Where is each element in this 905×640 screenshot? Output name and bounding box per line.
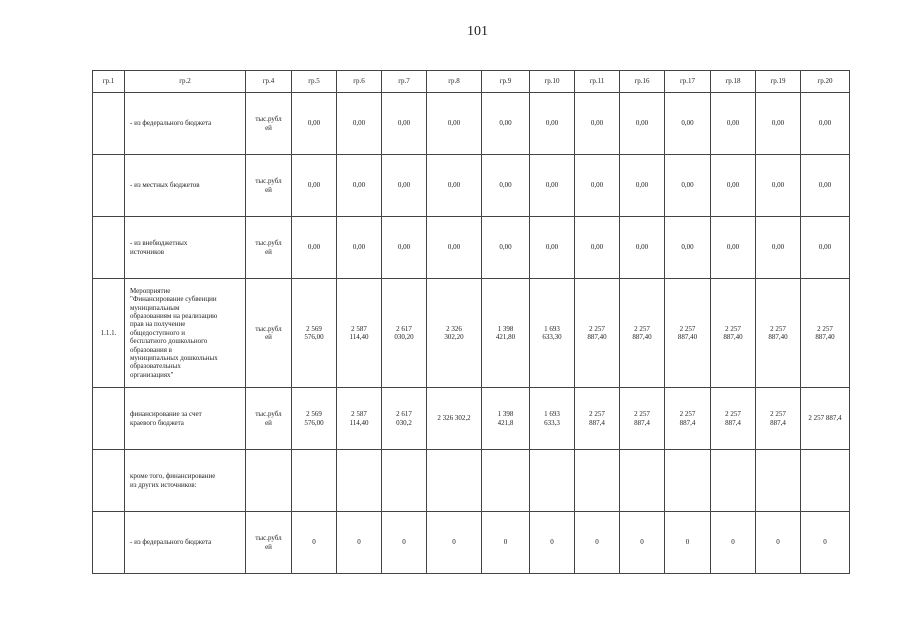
table-row: [93, 155, 850, 217]
value-cell: [482, 450, 530, 512]
value-cell: [756, 450, 801, 512]
column-header: гр.8: [427, 71, 482, 93]
value-cell: [337, 450, 382, 512]
value-cell: 2 326 302,20: [427, 279, 482, 388]
value-cell: 1 398 421,8: [482, 388, 530, 450]
column-header: гр.5: [292, 71, 337, 93]
value-cell: 2 569 576,00: [292, 388, 337, 450]
table-row: [93, 450, 850, 512]
value-cell: 2 257 887,40: [665, 279, 711, 388]
value-cell: [620, 450, 665, 512]
row-code: [93, 217, 125, 279]
table-row: [93, 217, 850, 279]
value-cell: 0,00: [801, 217, 850, 279]
value-cell: 0: [427, 512, 482, 574]
row-code: [93, 155, 125, 217]
row-unit: тыс.рубл ей: [246, 388, 292, 450]
column-header: гр.10: [530, 71, 575, 93]
value-cell: [427, 450, 482, 512]
value-cell: 2 587 114,40: [337, 279, 382, 388]
value-cell: 0,00: [530, 217, 575, 279]
column-header: гр.18: [711, 71, 756, 93]
value-cell: 2 257 887,4: [575, 388, 620, 450]
value-cell: 2 587 114,40: [337, 388, 382, 450]
value-cell: 2 257 887,40: [756, 279, 801, 388]
row-code: [93, 450, 125, 512]
column-header: гр.6: [337, 71, 382, 93]
value-cell: [382, 450, 427, 512]
value-cell: 2 257 887,4: [620, 388, 665, 450]
column-header: гр.1: [93, 71, 125, 93]
row-code: 1.1.1.: [93, 279, 125, 388]
value-cell: 1 693 633,30: [530, 279, 575, 388]
row-code: [93, 512, 125, 574]
value-cell: 2 617 030,20: [382, 279, 427, 388]
value-cell: [711, 450, 756, 512]
value-cell: 0: [620, 512, 665, 574]
row-name: финансирование за счет краевого бюджета: [125, 388, 246, 450]
value-cell: 0,00: [382, 155, 427, 217]
value-cell: 0,00: [382, 217, 427, 279]
value-cell: 0: [575, 512, 620, 574]
value-cell: 0: [756, 512, 801, 574]
value-cell: [665, 450, 711, 512]
value-cell: 2 257 887,40: [620, 279, 665, 388]
row-unit: тыс.рубл ей: [246, 217, 292, 279]
value-cell: 0: [711, 512, 756, 574]
value-cell: 0,00: [337, 217, 382, 279]
value-cell: 0: [801, 512, 850, 574]
row-code: [93, 388, 125, 450]
row-name: - из федерального бюджета: [125, 512, 246, 574]
value-cell: 0,00: [482, 155, 530, 217]
row-name: Мероприятие "Финансирование субвенции муниципальным образованиям на реализацию прав на получение общедоступного и бесплатного дошкольного образования в муниципальных дошкольных образовательных организациях": [125, 279, 246, 388]
value-cell: 1 693 633,3: [530, 388, 575, 450]
column-header: гр.20: [801, 71, 850, 93]
value-cell: 0,00: [801, 93, 850, 155]
value-cell: 0,00: [292, 93, 337, 155]
value-cell: 0,00: [756, 155, 801, 217]
column-header: гр.4: [246, 71, 292, 93]
value-cell: 0,00: [665, 93, 711, 155]
row-unit: [246, 450, 292, 512]
value-cell: [575, 450, 620, 512]
row-unit: тыс.рубл ей: [246, 512, 292, 574]
page-number: 101: [467, 24, 488, 39]
value-cell: 0,00: [292, 217, 337, 279]
value-cell: [292, 450, 337, 512]
table-row: [93, 388, 850, 450]
row-unit: тыс.рубл ей: [246, 279, 292, 388]
column-header: гр.9: [482, 71, 530, 93]
value-cell: 2 257 887,40: [711, 279, 756, 388]
value-cell: 0,00: [665, 217, 711, 279]
table-row: [93, 279, 850, 388]
row-name: - из внебюджетных источников: [125, 217, 246, 279]
value-cell: 0,00: [756, 93, 801, 155]
value-cell: 0: [530, 512, 575, 574]
value-cell: 0,00: [620, 93, 665, 155]
value-cell: 0: [482, 512, 530, 574]
value-cell: 0,00: [530, 155, 575, 217]
value-cell: 1 398 421,80: [482, 279, 530, 388]
value-cell: 0,00: [427, 93, 482, 155]
value-cell: 0,00: [337, 93, 382, 155]
value-cell: 0,00: [482, 217, 530, 279]
value-cell: 2 257 887,4: [711, 388, 756, 450]
table-row: [93, 512, 850, 574]
value-cell: 0,00: [665, 155, 711, 217]
value-cell: 2 617 030,2: [382, 388, 427, 450]
value-cell: 0: [382, 512, 427, 574]
value-cell: 0: [665, 512, 711, 574]
value-cell: 0,00: [620, 155, 665, 217]
value-cell: 0,00: [801, 155, 850, 217]
value-cell: 2 569 576,00: [292, 279, 337, 388]
value-cell: 0,00: [337, 155, 382, 217]
row-unit: тыс.рубл ей: [246, 155, 292, 217]
column-header: гр.17: [665, 71, 711, 93]
value-cell: 0,00: [756, 217, 801, 279]
value-cell: 2 326 302,2: [427, 388, 482, 450]
value-cell: 0,00: [711, 93, 756, 155]
value-cell: 2 257 887,40: [801, 279, 850, 388]
row-name: кроме того, финансирование из других источников:: [125, 450, 246, 512]
budget-table: [92, 70, 850, 574]
value-cell: [801, 450, 850, 512]
value-cell: 2 257 887,40: [575, 279, 620, 388]
value-cell: 0: [337, 512, 382, 574]
column-header: гр.11: [575, 71, 620, 93]
value-cell: 0,00: [711, 217, 756, 279]
column-header: гр.7: [382, 71, 427, 93]
value-cell: [530, 450, 575, 512]
value-cell: 0,00: [575, 155, 620, 217]
table-header-row: [93, 71, 850, 93]
value-cell: 0,00: [382, 93, 427, 155]
row-name: - из местных бюджетов: [125, 155, 246, 217]
row-name: - из федерального бюджета: [125, 93, 246, 155]
row-unit: тыс.рубл ей: [246, 93, 292, 155]
value-cell: 0,00: [482, 93, 530, 155]
value-cell: 0,00: [575, 217, 620, 279]
value-cell: 0,00: [427, 217, 482, 279]
column-header: гр.19: [756, 71, 801, 93]
row-code: [93, 93, 125, 155]
value-cell: 0,00: [292, 155, 337, 217]
table-row: [93, 93, 850, 155]
column-header: гр.2: [125, 71, 246, 93]
column-header: гр.16: [620, 71, 665, 93]
value-cell: 0,00: [427, 155, 482, 217]
value-cell: 0,00: [620, 217, 665, 279]
value-cell: 0,00: [575, 93, 620, 155]
value-cell: 0: [292, 512, 337, 574]
value-cell: 0,00: [711, 155, 756, 217]
value-cell: 2 257 887,4: [801, 388, 850, 450]
value-cell: 2 257 887,4: [756, 388, 801, 450]
value-cell: 0,00: [530, 93, 575, 155]
value-cell: 2 257 887,4: [665, 388, 711, 450]
